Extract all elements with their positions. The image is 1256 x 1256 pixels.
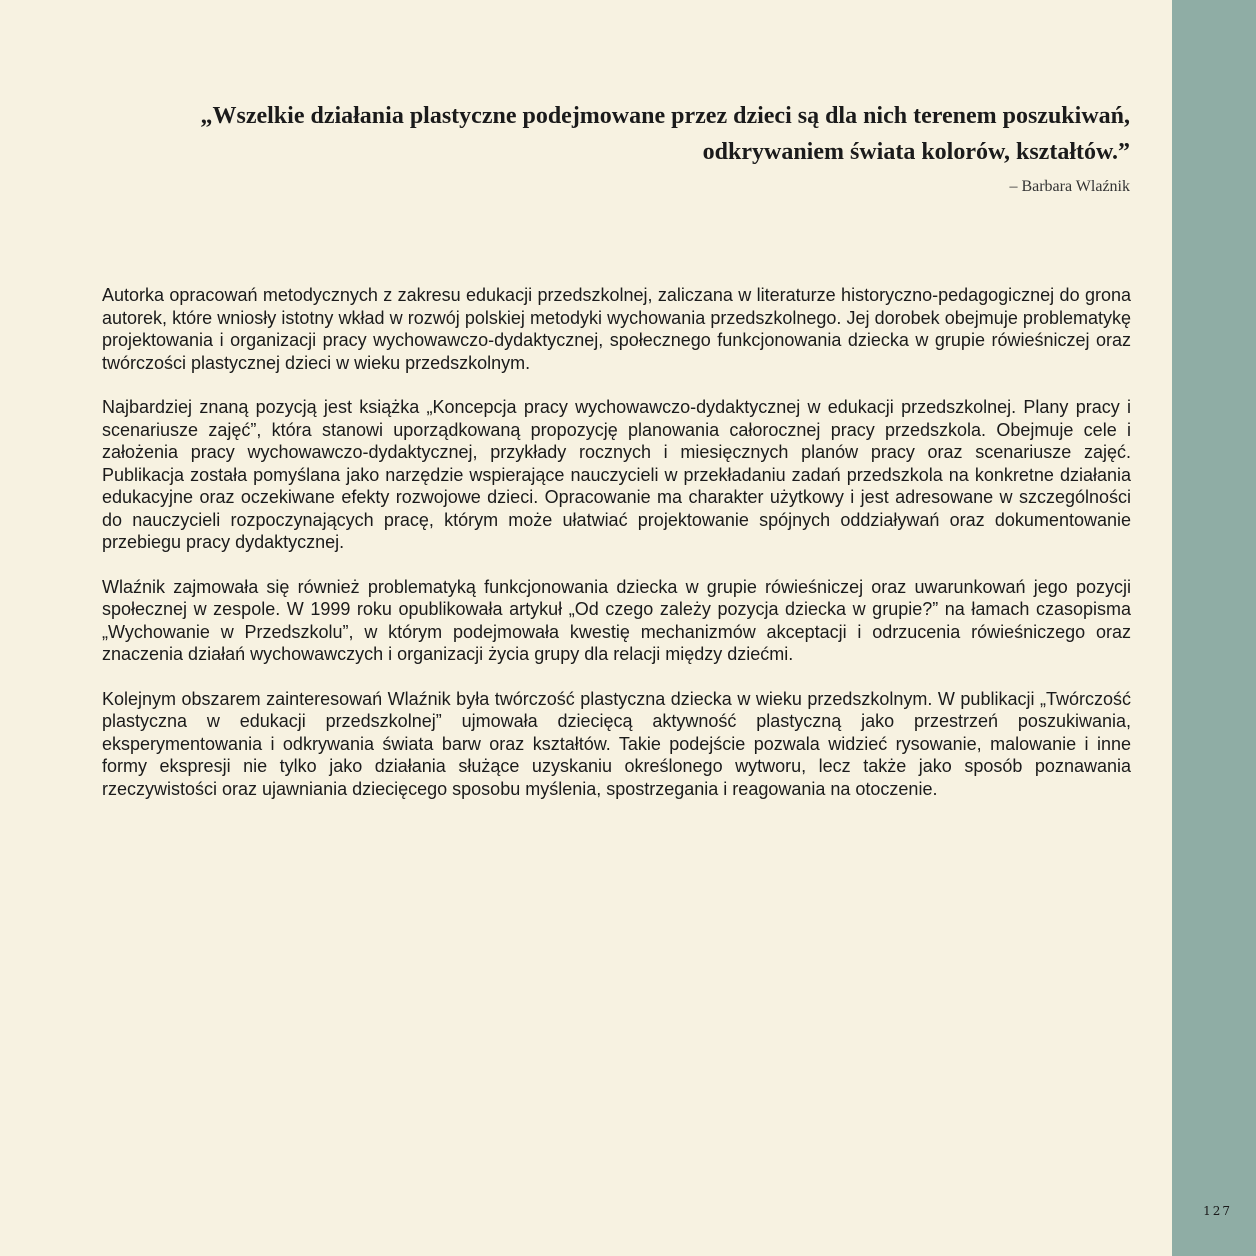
- epigraph: [130, 98, 1130, 198]
- paragraph: Autorka opracowań metodycznych z zakresu edukacji przedszkolnej, zaliczana w literaturze historyczno-pedagogicznej do grona autorek, które wniosły istotny wkład w rozwój polskiej metodyki wychowania przedszkolnego. Jej dorobek obejmuje problematykę projektowania i organizacji pracy wychowawczo-dydaktycznej, społecznego funkcjonowania dziecka w grupie rówieśniczej oraz twórczości plastycznej dzieci w wieku przedszkolnym.: [102, 285, 1131, 373]
- page-number: 127: [1203, 1204, 1232, 1218]
- paragraph: Wlaźnik zajmowała się również problematyką funkcjonowania dziecka w grupie rówieśniczej oraz uwarunkowań jego pozycji społecznej w zespole. W 1999 roku opublikowała artykuł „Od czego zależy pozycja dziecka w grupie?” na łamach czasopisma „Wychowanie w Przedszkolu”, w którym podejmowała kwestię mechanizmów akceptacji i odrzucenia rówieśniczego oraz znaczenia działań wychowawczych i organizacji życia grupy dla relacji między dziećmi.: [102, 576, 1131, 664]
- epigraph-author: – Barbara Wlaźnik: [1009, 178, 1130, 195]
- epigraph-quote: „Wszelkie działania plastyczne podejmowane przez dzieci są dla nich terenem poszukiwań, odkrywaniem świata kolorów, kształtów.”: [200, 103, 1130, 165]
- side-margin-strip: [1172, 0, 1256, 1256]
- paragraph: Najbardziej znaną pozycją jest książka „Koncepcja pracy wychowawczo-dydaktycznej w edukacji przedszkolnej. Plany pracy i scenariusze zajęć”, która stanowi uporządkowaną propozycję planowania całorocznej pracy przedszkola. Obejmuje cele i założenia pracy wychowawczo-dydaktycznej, przykłady rocznych i miesięcznych planów pracy oraz scenariusze zajęć. Publikacja została pomyślana jako narzędzie wspierające nauczycieli w przekładaniu zadań przedszkola na konkretne działania edukacyjne oraz oczekiwane efekty rozwojowe dzieci. Opracowanie ma charakter użytkowy i jest adresowane w szczególności do nauczycieli rozpoczynających pracę, którym może ułatwiać projektowanie spójnych oddziaływań oraz dokumentowanie przebiegu pracy dydaktycznej.: [102, 397, 1131, 552]
- body-text: [102, 284, 1131, 822]
- paragraph: Kolejnym obszarem zainteresowań Wlaźnik była twórczość plastyczna dziecka w wieku przedszkolnym. W publikacji „Twórczość plastyczna w edukacji przedszkolnej” ujmowała dziecięcą aktywność plastyczną jako przestrzeń poszukiwania, eksperymentowania i odkrywania świata barw oraz kształtów. Takie podejście pozwala widzieć rysowanie, malowanie i inne formy ekspresji nie tylko jako działania służące uzyskaniu określonego wytworu, lecz także jako sposób poznawania rzeczywistości oraz ujawniania dziecięcego sposobu myślenia, spostrzegania i reagowania na otoczenie.: [102, 688, 1131, 799]
